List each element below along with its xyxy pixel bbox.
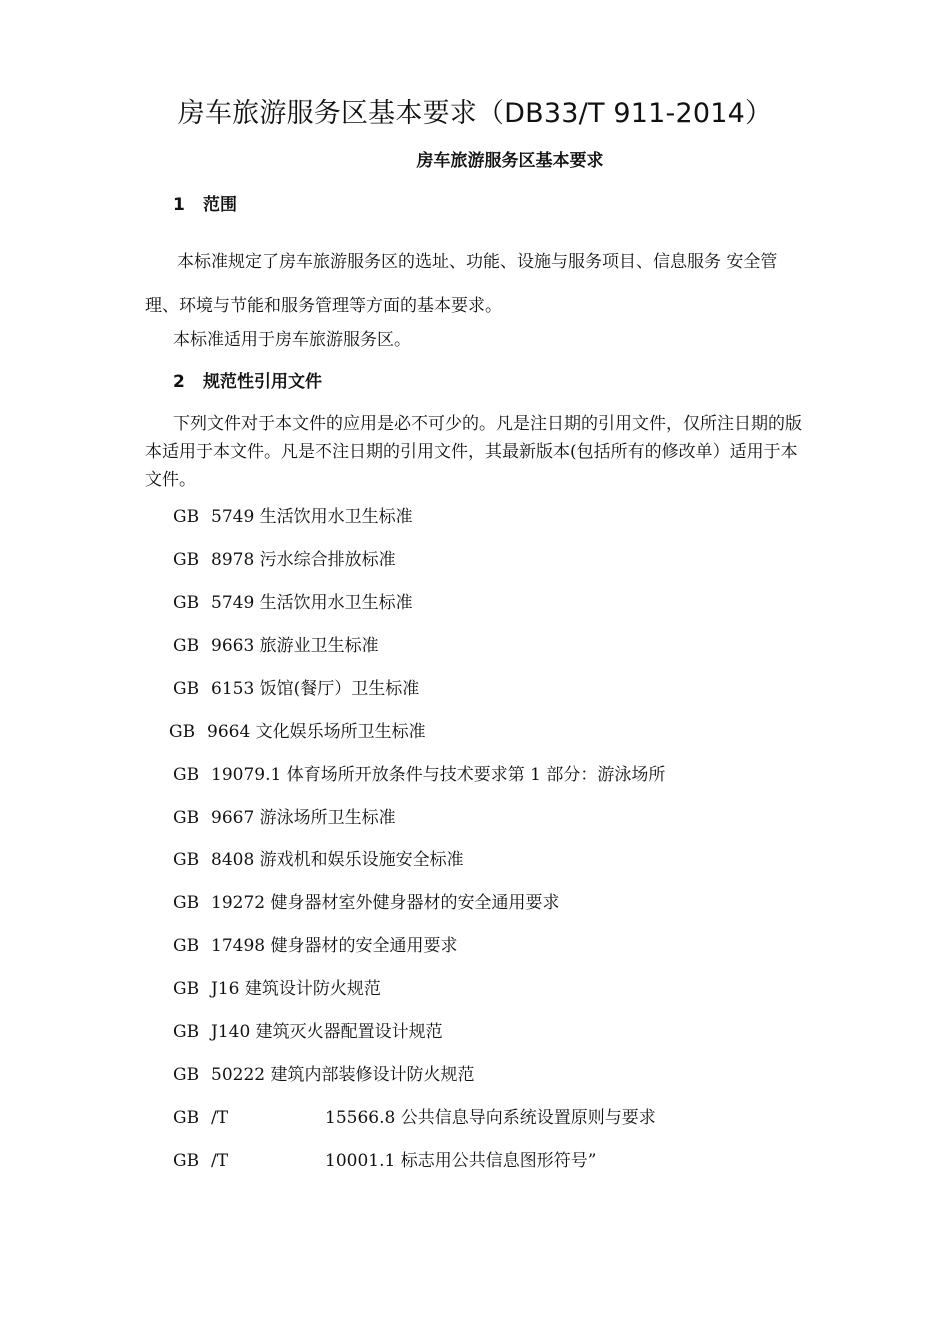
section-title: 范围 bbox=[203, 195, 237, 215]
reference-item bbox=[173, 805, 396, 831]
reference-code: GB bbox=[173, 1065, 200, 1085]
reference-item bbox=[173, 676, 419, 702]
reference-number: 19079.1 bbox=[211, 765, 282, 785]
applicability-paragraph: 本标准适用于房车旅游服务区。 bbox=[173, 330, 411, 350]
reference-item bbox=[169, 719, 426, 745]
reference-name: 游泳场所卫生标准 bbox=[259, 808, 396, 828]
reference-code: GB bbox=[173, 979, 200, 999]
reference-code: GB bbox=[173, 808, 200, 828]
reference-item bbox=[173, 590, 413, 616]
section-heading-scope bbox=[173, 192, 237, 218]
reference-name: 建筑灭火器配置设计规范 bbox=[255, 1022, 443, 1042]
reference-name: 健身器材室外健身器材的安全通用要求 bbox=[270, 893, 560, 913]
section-title: 规范性引用文件 bbox=[203, 372, 322, 392]
reference-item bbox=[173, 1062, 475, 1088]
reference-number: 8978 bbox=[211, 550, 255, 570]
reference-name: 生活饮用水卫生标准 bbox=[259, 507, 413, 527]
reference-number: J16 bbox=[211, 979, 240, 999]
reference-code: GB bbox=[173, 1151, 200, 1171]
reference-name: 建筑设计防火规范 bbox=[244, 979, 381, 999]
reference-name: 污水综合排放标准 bbox=[259, 550, 396, 570]
reference-name: 旅游业卫生标准 bbox=[259, 636, 379, 656]
reference-suffix: /T bbox=[211, 1108, 229, 1128]
reference-item bbox=[173, 847, 464, 873]
reference-number: 5749 bbox=[211, 593, 255, 613]
reference-item bbox=[173, 890, 560, 916]
reference-name: 游戏机和娱乐设施安全标准 bbox=[259, 850, 464, 870]
document-subtitle: 房车旅游服务区基本要求 bbox=[416, 151, 604, 171]
reference-name: 健身器材的安全通用要求 bbox=[270, 936, 458, 956]
reference-name: 标志用公共信息图形符号” bbox=[400, 1151, 597, 1171]
reference-code: GB bbox=[173, 636, 200, 656]
reference-code: GB bbox=[173, 679, 200, 699]
reference-code: GB bbox=[173, 1108, 200, 1128]
reference-code: GB bbox=[169, 722, 196, 742]
reference-item bbox=[173, 976, 381, 1002]
section-number: 2 bbox=[173, 372, 185, 392]
reference-name: 文化娱乐场所卫生标准 bbox=[255, 722, 426, 742]
reference-suffix: /T bbox=[211, 1151, 229, 1171]
reference-item bbox=[173, 762, 665, 788]
reference-number: 6153 bbox=[211, 679, 255, 699]
reference-item bbox=[173, 1105, 656, 1131]
document-title: 房车旅游服务区基本要求（DB33/T 911-2014） bbox=[177, 98, 773, 129]
reference-code: GB bbox=[173, 936, 200, 956]
scope-paragraph: 本标准规定了房车旅游服务区的选址、功能、设施与服务项目、信息服务 安全管理、环境与节能和服务管理等方面的基本要求。 bbox=[145, 252, 778, 316]
reference-item bbox=[173, 547, 396, 573]
reference-item bbox=[173, 933, 458, 959]
reference-number: J140 bbox=[211, 1022, 251, 1042]
reference-number: 17498 bbox=[211, 936, 266, 956]
reference-code: GB bbox=[173, 1022, 200, 1042]
reference-number: 5749 bbox=[211, 507, 255, 527]
reference-number: 15566.8 bbox=[325, 1108, 396, 1128]
reference-number: 9667 bbox=[211, 808, 255, 828]
reference-item bbox=[173, 1019, 443, 1045]
reference-number: 10001.1 bbox=[325, 1151, 396, 1171]
reference-item bbox=[173, 504, 413, 530]
reference-code: GB bbox=[173, 893, 200, 913]
reference-code: GB bbox=[173, 507, 200, 527]
normative-references-paragraph: 下列文件对于本文件的应用是必不可少的。凡是注日期的引用文件，仅所注日期的版本适用于本文件。凡是不注日期的引用文件，其最新版本(包括所有的修改单）适用于本文件。 bbox=[145, 414, 802, 490]
reference-name: 公共信息导向系统设置原则与要求 bbox=[400, 1108, 656, 1128]
reference-code: GB bbox=[173, 550, 200, 570]
reference-number: 50222 bbox=[211, 1065, 266, 1085]
reference-number: 9663 bbox=[211, 636, 255, 656]
reference-code: GB bbox=[173, 593, 200, 613]
reference-code: GB bbox=[173, 765, 200, 785]
reference-code: GB bbox=[173, 850, 200, 870]
reference-number: 8408 bbox=[211, 850, 255, 870]
reference-name: 生活饮用水卫生标准 bbox=[259, 593, 413, 613]
section-number: 1 bbox=[173, 195, 185, 215]
reference-number: 9664 bbox=[207, 722, 251, 742]
reference-name: 建筑内部装修设计防火规范 bbox=[270, 1065, 475, 1085]
reference-number: 19272 bbox=[211, 893, 266, 913]
reference-name: 体育场所开放条件与技术要求第 1 部分：游泳场所 bbox=[286, 765, 666, 785]
reference-item bbox=[173, 633, 379, 659]
reference-item bbox=[173, 1148, 596, 1174]
reference-name: 饭馆(餐厅）卫生标准 bbox=[259, 679, 420, 699]
section-heading-normative-references bbox=[173, 369, 322, 395]
